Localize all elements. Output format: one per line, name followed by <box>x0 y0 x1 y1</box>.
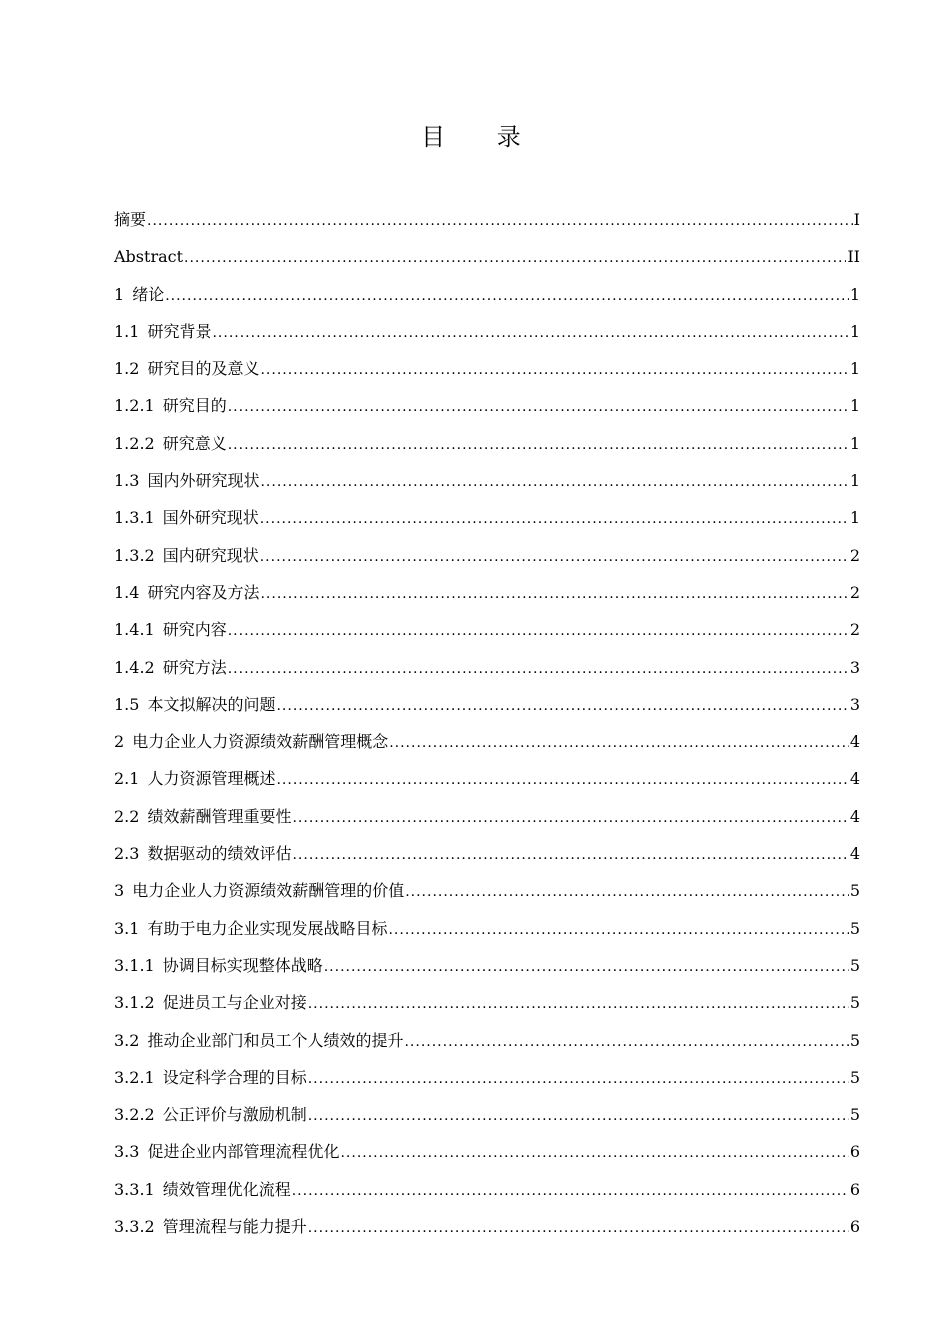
toc-entry-label <box>114 425 227 462</box>
toc-entry-text: 绪论 <box>132 284 165 304</box>
dot-leader <box>292 1173 849 1210</box>
toc-entry[interactable] <box>114 611 860 648</box>
toc-entry[interactable] <box>114 947 860 984</box>
toc-entry-number: 3.3.1 <box>114 1179 155 1199</box>
toc-entry-label <box>114 1022 403 1059</box>
toc-entry-number: 1.3 <box>114 471 140 491</box>
toc-entry-number: 3.2 <box>114 1030 140 1050</box>
toc-entry-page: 5 <box>849 918 860 938</box>
toc-entry[interactable] <box>114 835 860 872</box>
dot-leader <box>340 1135 848 1172</box>
dot-leader <box>165 278 849 315</box>
toc-entry[interactable] <box>114 649 860 686</box>
toc-entry-label <box>114 686 275 723</box>
dot-leader <box>308 1210 849 1247</box>
toc-entry-label <box>114 1208 307 1245</box>
toc-entry-number: 1.2 <box>114 359 140 379</box>
toc-entry[interactable] <box>114 1022 860 1059</box>
toc-entry-number: 2.1 <box>114 769 140 789</box>
dot-leader <box>228 651 849 688</box>
dot-leader <box>228 613 849 650</box>
toc-entry-page: 3 <box>849 657 860 677</box>
toc-entry-label <box>114 387 227 424</box>
toc-entry-number: 1.2.1 <box>114 396 155 416</box>
toc-entry-text: 管理流程与能力提升 <box>162 1217 307 1237</box>
toc-entry[interactable] <box>114 313 860 350</box>
toc-entry-page: 1 <box>849 508 860 528</box>
toc-entry-text: 推动企业部门和员工个人绩效的提升 <box>147 1030 404 1050</box>
toc-entry[interactable] <box>114 723 860 760</box>
toc-entry-number: 2 <box>114 732 125 752</box>
toc-entry-number: 1.1 <box>114 321 140 341</box>
toc-entry-text: 国内外研究现状 <box>147 471 260 491</box>
toc-entry-number: 1.4.1 <box>114 620 155 640</box>
toc-entry-label <box>114 350 259 387</box>
dot-leader <box>228 389 849 426</box>
toc-entry-text: 绩效管理优化流程 <box>162 1179 291 1199</box>
toc-entry-label <box>114 760 275 797</box>
dot-leader <box>389 725 849 762</box>
toc-entry-number: 1.5 <box>114 694 140 714</box>
toc-entry[interactable] <box>114 1171 860 1208</box>
toc-entry[interactable] <box>114 276 860 313</box>
toc-entry-page: 6 <box>849 1217 860 1237</box>
dot-leader <box>260 501 849 538</box>
toc-entry-number: 1.3.1 <box>114 508 155 528</box>
toc-entry[interactable] <box>114 872 860 909</box>
toc-entry-text: 绩效薪酬管理重要性 <box>147 806 292 826</box>
toc-entry[interactable] <box>114 686 860 723</box>
toc-entry[interactable] <box>114 760 860 797</box>
toc-entry-text: 设定科学合理的目标 <box>162 1067 307 1087</box>
toc-entry[interactable] <box>114 798 860 835</box>
toc-entry-number: 2.3 <box>114 844 140 864</box>
toc-entry-page: 1 <box>849 471 860 491</box>
toc-entry-number: 1.4 <box>114 582 140 602</box>
toc-entry-page: 1 <box>849 396 860 416</box>
toc-entry-text: 研究目的 <box>162 396 227 416</box>
dot-leader <box>292 800 848 837</box>
toc-entry-page: I <box>853 210 860 229</box>
toc-entry-number: 3.1 <box>114 918 140 938</box>
toc-entry-text: 促进企业内部管理流程优化 <box>147 1142 340 1162</box>
dot-leader <box>184 240 846 277</box>
dot-leader <box>388 912 848 949</box>
toc-entry-text: 国内研究现状 <box>162 545 259 565</box>
toc-entry-label <box>114 947 323 984</box>
dot-leader <box>260 464 848 501</box>
toc-entry-label <box>114 1133 339 1170</box>
toc-entry-number: 3 <box>114 881 125 901</box>
toc-entry[interactable] <box>114 350 860 387</box>
toc-entry-text: 国外研究现状 <box>162 508 259 528</box>
toc-entry[interactable] <box>114 910 860 947</box>
toc-entry-page: 2 <box>849 620 860 640</box>
toc-entry-page: 5 <box>849 881 860 901</box>
toc-entry-page: 4 <box>849 732 860 752</box>
toc-entry-text: Abstract <box>114 247 184 267</box>
toc-entry-text: 研究内容 <box>162 620 227 640</box>
toc-entry-label <box>114 1059 307 1096</box>
toc-entry-page: 4 <box>849 769 860 789</box>
toc-entry-number: 1.4.2 <box>114 657 155 677</box>
toc-entry-page: 1 <box>849 433 860 453</box>
toc-title: 目 录 <box>421 123 543 151</box>
toc-entry[interactable] <box>114 574 860 611</box>
toc-entry-page: 3 <box>849 694 860 714</box>
dot-leader <box>292 837 848 874</box>
toc-entry-text: 研究方法 <box>162 657 227 677</box>
toc-entry-label <box>114 201 146 238</box>
toc-entry-number: 3.1.2 <box>114 993 155 1013</box>
toc-entry-label <box>114 1096 307 1133</box>
dot-leader <box>276 688 848 725</box>
toc-entry-label <box>114 238 183 275</box>
toc-entry-text: 研究内容及方法 <box>147 582 260 602</box>
dot-leader <box>308 1061 849 1098</box>
toc-entry[interactable] <box>114 462 860 499</box>
toc-entry-label <box>114 611 227 648</box>
dot-leader <box>404 1024 848 1061</box>
toc-entry[interactable] <box>114 537 860 574</box>
toc-entry-label <box>114 872 404 909</box>
toc-entry-label <box>114 1171 291 1208</box>
toc-entry-label <box>114 276 164 313</box>
dot-leader <box>405 874 849 911</box>
toc-entry-page: II <box>847 247 860 267</box>
toc-entry-number: 3.2.2 <box>114 1105 155 1125</box>
toc-entry-page: 5 <box>849 955 860 975</box>
toc-entry-text: 电力企业人力资源绩效薪酬管理的价值 <box>132 881 405 901</box>
toc-entry-label <box>114 723 388 760</box>
toc-entry-page: 6 <box>849 1179 860 1199</box>
dot-leader <box>308 986 849 1023</box>
dot-leader <box>308 1098 849 1135</box>
toc-entry-label <box>114 984 307 1021</box>
toc-entry-text: 人力资源管理概述 <box>147 769 276 789</box>
dot-leader <box>147 203 853 240</box>
toc-entry-label <box>114 835 291 872</box>
toc-entry-page: 1 <box>849 321 860 341</box>
toc-entry-label <box>114 798 291 835</box>
toc-entry-number: 1 <box>114 284 125 304</box>
toc-entry-label <box>114 649 227 686</box>
toc-entry-page: 4 <box>849 844 860 864</box>
toc-entry-text: 数据驱动的绩效评估 <box>147 844 292 864</box>
toc-entry-text: 研究意义 <box>162 433 227 453</box>
toc-list <box>114 201 860 1245</box>
toc-entry[interactable] <box>114 1133 860 1170</box>
toc-entry-page: 1 <box>849 284 860 304</box>
toc-entry-page: 2 <box>849 545 860 565</box>
toc-entry-number: 3.3.2 <box>114 1217 155 1237</box>
toc-entry-number: 2.2 <box>114 806 140 826</box>
toc-entry-page: 5 <box>849 1030 860 1050</box>
toc-entry-text: 电力企业人力资源绩效薪酬管理概念 <box>132 732 389 752</box>
toc-entry[interactable] <box>114 387 860 424</box>
toc-entry-text: 研究目的及意义 <box>147 359 260 379</box>
toc-entry-page: 5 <box>849 1105 860 1125</box>
toc-entry-label <box>114 313 211 350</box>
toc-entry-page: 5 <box>849 1067 860 1087</box>
dot-leader <box>324 949 849 986</box>
toc-entry-text: 促进员工与企业对接 <box>162 993 307 1013</box>
toc-entry-text: 本文拟解决的问题 <box>147 694 276 714</box>
toc-entry[interactable] <box>114 1059 860 1096</box>
toc-entry-number: 3.3 <box>114 1142 140 1162</box>
toc-entry-text: 公正评价与激励机制 <box>162 1105 307 1125</box>
toc-entry[interactable] <box>114 1096 860 1133</box>
toc-entry-number: 1.3.2 <box>114 545 155 565</box>
toc-entry-page: 1 <box>849 359 860 379</box>
toc-entry[interactable] <box>114 238 860 275</box>
toc-entry-number: 3.2.1 <box>114 1067 155 1087</box>
dot-leader <box>260 352 848 389</box>
toc-entry-page: 5 <box>849 993 860 1013</box>
toc-entry-label <box>114 910 387 947</box>
toc-entry-text: 协调目标实现整体战略 <box>162 955 323 975</box>
toc-entry-label <box>114 574 259 611</box>
toc-entry[interactable] <box>114 425 860 462</box>
toc-entry[interactable] <box>114 499 860 536</box>
dot-leader <box>212 315 848 352</box>
toc-entry[interactable] <box>114 984 860 1021</box>
toc-entry-number: 1.2.2 <box>114 433 155 453</box>
dot-leader <box>260 539 849 576</box>
toc-entry-page: 6 <box>849 1142 860 1162</box>
toc-entry[interactable] <box>114 1208 860 1245</box>
toc-entry-number: 3.1.1 <box>114 955 155 975</box>
toc-entry-text: 研究背景 <box>147 321 212 341</box>
toc-entry-label <box>114 462 259 499</box>
dot-leader <box>228 427 849 464</box>
dot-leader <box>276 762 848 799</box>
toc-entry-label <box>114 537 259 574</box>
toc-entry-text: 有助于电力企业实现发展战略目标 <box>147 918 388 938</box>
toc-entry-label <box>114 499 259 536</box>
toc-entry-page: 4 <box>849 806 860 826</box>
dot-leader <box>260 576 848 613</box>
toc-entry-page: 2 <box>849 582 860 602</box>
toc-entry[interactable] <box>114 201 860 238</box>
toc-entry-text: 摘要 <box>114 210 147 229</box>
